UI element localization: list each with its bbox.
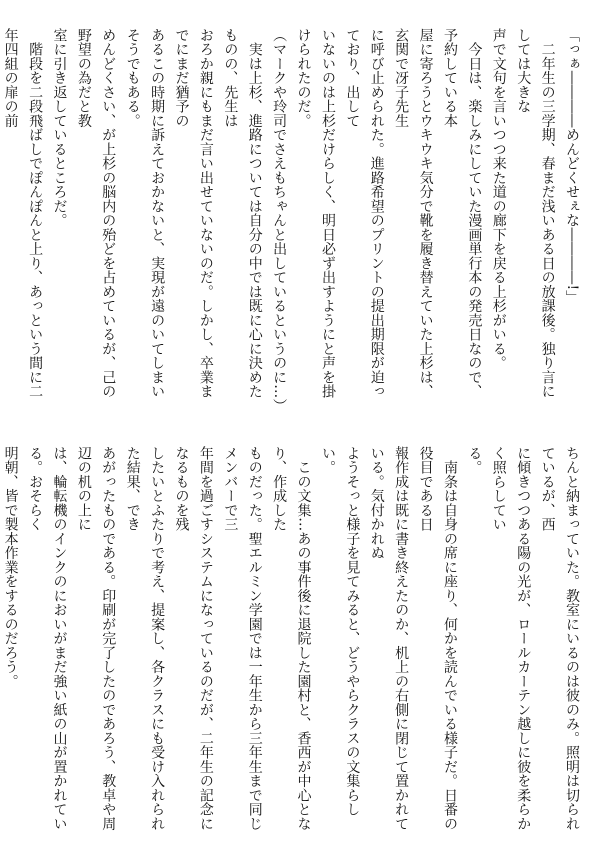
text-tier-top: [2, 28, 584, 413]
text-line: 室に引き返しているところだ。: [51, 28, 68, 228]
text-line: に傾きつつある陽の光が、ロールカーテン越しに彼を柔らかく照らしてい: [490, 446, 532, 831]
text-line: この文集…あの事件後に退院した園村と、香西が中心となり、作成した: [271, 446, 312, 831]
text-line: したいとふたりで考え、提案し、各クラスにも受け入れられた結果、でき: [124, 446, 166, 831]
text-line: ものだった。聖エルミン学園では一年生から三年生まで同じメンバーで三: [222, 446, 263, 831]
text-line: 年間を過ごすシステムになっているのだが、二年生の記念になるものを残: [173, 446, 214, 831]
text-line: 声で文句を言いつつ来た道の廊下を戻る上杉がいる。: [490, 28, 507, 370]
text-line: 「っぁ――――めんどくせぇな――――!」: [564, 28, 580, 305]
text-line: ようそっと様子を見てみると、どうやらクラスの文集らしい。: [319, 446, 361, 817]
text-line: 屋に寄ろうとウキウキ気分で靴を履き替えていた上杉は、玄関で冴子先生: [393, 28, 434, 399]
text-line: 南条は自身の席に座り、何かを読んでいる様子だ。日番の役目である日: [417, 446, 458, 831]
text-line: めんどくさい、が上杉の脳内の殆どを占めているが、己の野望の為だと教: [75, 28, 117, 399]
text-line: 今日は、楽しみにしていた漫画単行本の発売日なので、予約している本: [441, 28, 483, 399]
text-line: 報作成は既に書き終えたのか、机上の右側に閉じて置かれている。気付かれぬ: [368, 446, 410, 831]
text-line: あがったものである。印刷が完了したのであろう、教卓や周辺の机の上に: [75, 446, 117, 831]
text-line: 二年生の三学期、春まだ浅いある日の放課後。独り言にしては大きな: [515, 28, 556, 399]
text-line: は、輪転機のインクのにおいがまだ強い紙の山が置かれている。おそらく: [27, 446, 68, 831]
text-line: （マークや玲司でさえもちゃんと出しているというのに…）: [271, 28, 288, 413]
text-tier-bottom: [2, 446, 584, 841]
text-line: に呼び止められた。進路希望のプリントの提出期限が迫っており、出して: [344, 28, 385, 399]
text-line: おろか親にもまだ言い出せていないのだ。しかし、卒業までにまだ猶予の: [173, 28, 214, 399]
text-line: あるこの時期に訴えておかないと、実現が遠のいてしまいそうでもある。: [124, 28, 166, 399]
text-line: 実は上杉、進路については自分の中では既に心に決めたものの、先生は: [222, 28, 263, 399]
text-line: ちんと納まっていた。教室にいるのは彼のみ。照明は切られているが、西: [539, 446, 580, 831]
text-line: 明朝、皆で製本作業をするのだろう。: [2, 446, 19, 689]
text-line: いないのは上杉だけらしく、明日必ず出すようにと声を掛けられたのだ。: [295, 28, 336, 399]
text-line: 階段を二段飛ばしでぽんぽんと上り、あっという間に二年四組の扉の前: [2, 28, 44, 399]
text-line: る。: [466, 446, 483, 475]
